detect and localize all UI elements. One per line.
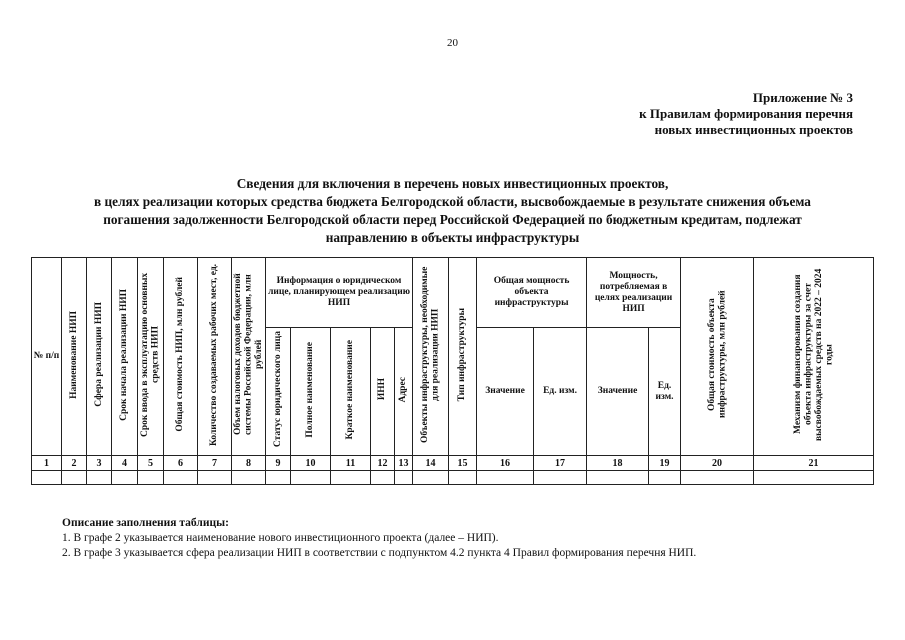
empty-cell — [138, 471, 164, 485]
header-c15: Тип инфраструктуры — [449, 258, 477, 456]
table-description — [62, 516, 696, 561]
column-number: 5 — [138, 456, 164, 471]
empty-cell — [198, 471, 232, 485]
header-c3: Сфера реализации НИП — [87, 258, 112, 456]
appendix-line-1: Приложение № 3 — [752, 90, 853, 105]
column-number: 12 — [371, 456, 395, 471]
column-number: 7 — [198, 456, 232, 471]
description-item-1: 1. В графе 2 указывается наименование нового инвестиционного проекта (далее – НИП). — [62, 532, 499, 544]
header-c14: Объекты инфраструктуры, необходимые для реализации НИП — [413, 258, 449, 456]
description-title: Описание заполнения таблицы: — [62, 517, 229, 529]
header-c12: ИНН — [371, 328, 395, 456]
column-number-row — [32, 456, 874, 471]
empty-cell — [534, 471, 587, 485]
empty-cell — [232, 471, 266, 485]
header-c10: Полное наименование — [291, 328, 331, 456]
column-number: 20 — [681, 456, 754, 471]
header-c6: Общая стоимость НИП, млн рублей — [164, 258, 198, 456]
column-number: 1 — [32, 456, 62, 471]
column-number: 21 — [754, 456, 874, 471]
empty-cell — [649, 471, 681, 485]
title-line-3: погашения задолженности Белгородской области перед Российской Федерацией по бюджетным кредитам, подлежат — [103, 212, 802, 227]
empty-cell — [395, 471, 413, 485]
empty-cell — [477, 471, 534, 485]
column-number: 9 — [266, 456, 291, 471]
column-number: 14 — [413, 456, 449, 471]
header-c21: Механизм финансирования создания объекта инфраструктуры за счет высвобождаемых средств на 2022 – 2024 годы — [754, 258, 874, 456]
column-number: 8 — [232, 456, 266, 471]
header-c9: Статус юридического лица — [266, 328, 291, 456]
empty-cell — [62, 471, 87, 485]
empty-cell — [754, 471, 874, 485]
column-number: 10 — [291, 456, 331, 471]
empty-cell — [681, 471, 754, 485]
investment-projects-table — [31, 257, 874, 485]
header-c1: № п/п — [32, 258, 62, 456]
header-c7: Количество создаваемых рабочих мест, ед. — [198, 258, 232, 456]
title-line-2: в целях реализации которых средства бюджета Белгородской области, высвобождаемые в результате снижения объема — [94, 194, 811, 209]
empty-cell — [587, 471, 649, 485]
header-capacity-group: Общая мощность объекта инфраструктуры — [477, 258, 587, 328]
header-c17: Ед. изм. — [534, 328, 587, 456]
empty-cell — [266, 471, 291, 485]
header-c13: Адрес — [395, 328, 413, 456]
header-c2: Наименование НИП — [62, 258, 87, 456]
empty-cell — [371, 471, 395, 485]
header-row-1 — [32, 258, 874, 328]
title-line-4: направлению в объекты инфраструктуры — [325, 230, 580, 245]
header-c11: Краткое наименование — [331, 328, 371, 456]
header-c19: Ед. изм. — [649, 328, 681, 456]
column-number: 6 — [164, 456, 198, 471]
empty-cell — [87, 471, 112, 485]
appendix-heading — [639, 90, 853, 138]
column-number: 15 — [449, 456, 477, 471]
title-line-1: Сведения для включения в перечень новых инвестиционных проектов, — [236, 176, 669, 191]
column-number: 3 — [87, 456, 112, 471]
header-c18: Значение — [587, 328, 649, 456]
empty-cell — [112, 471, 138, 485]
empty-cell — [449, 471, 477, 485]
empty-data-row — [32, 471, 874, 485]
column-number: 13 — [395, 456, 413, 471]
column-number: 19 — [649, 456, 681, 471]
appendix-line-2: к Правилам формирования перечня — [639, 106, 853, 121]
header-c8: Объем налоговых доходов бюджетной системы Российской Федерации, млн рублей — [232, 258, 266, 456]
column-number: 16 — [477, 456, 534, 471]
column-number: 18 — [587, 456, 649, 471]
header-c5: Срок ввода в эксплуатацию основных средств НИП — [138, 258, 164, 456]
description-item-2: 2. В графе 3 указывается сфера реализации НИП в соответствии с подпунктом 4.2 пункта 4 Правил формирования перечня НИП. — [62, 547, 697, 559]
appendix-line-3: новых инвестиционных проектов — [654, 122, 853, 137]
document-title — [30, 175, 875, 247]
header-consumed-group: Мощность, потребляемая в целях реализации НИП — [587, 258, 681, 328]
header-c20: Общая стоимость объекта инфраструктуры, млн рублей — [681, 258, 754, 456]
empty-cell — [331, 471, 371, 485]
column-number: 17 — [534, 456, 587, 471]
header-legal-entity-group: Информация о юридическом лице, планирующем реализацию НИП — [266, 258, 413, 328]
column-number: 4 — [112, 456, 138, 471]
empty-cell — [413, 471, 449, 485]
page-number: 20 — [447, 37, 458, 49]
empty-cell — [164, 471, 198, 485]
empty-cell — [32, 471, 62, 485]
column-number: 11 — [331, 456, 371, 471]
header-c16: Значение — [477, 328, 534, 456]
column-number: 2 — [62, 456, 87, 471]
header-c4: Срок начала реализации НИП — [112, 258, 138, 456]
empty-cell — [291, 471, 331, 485]
